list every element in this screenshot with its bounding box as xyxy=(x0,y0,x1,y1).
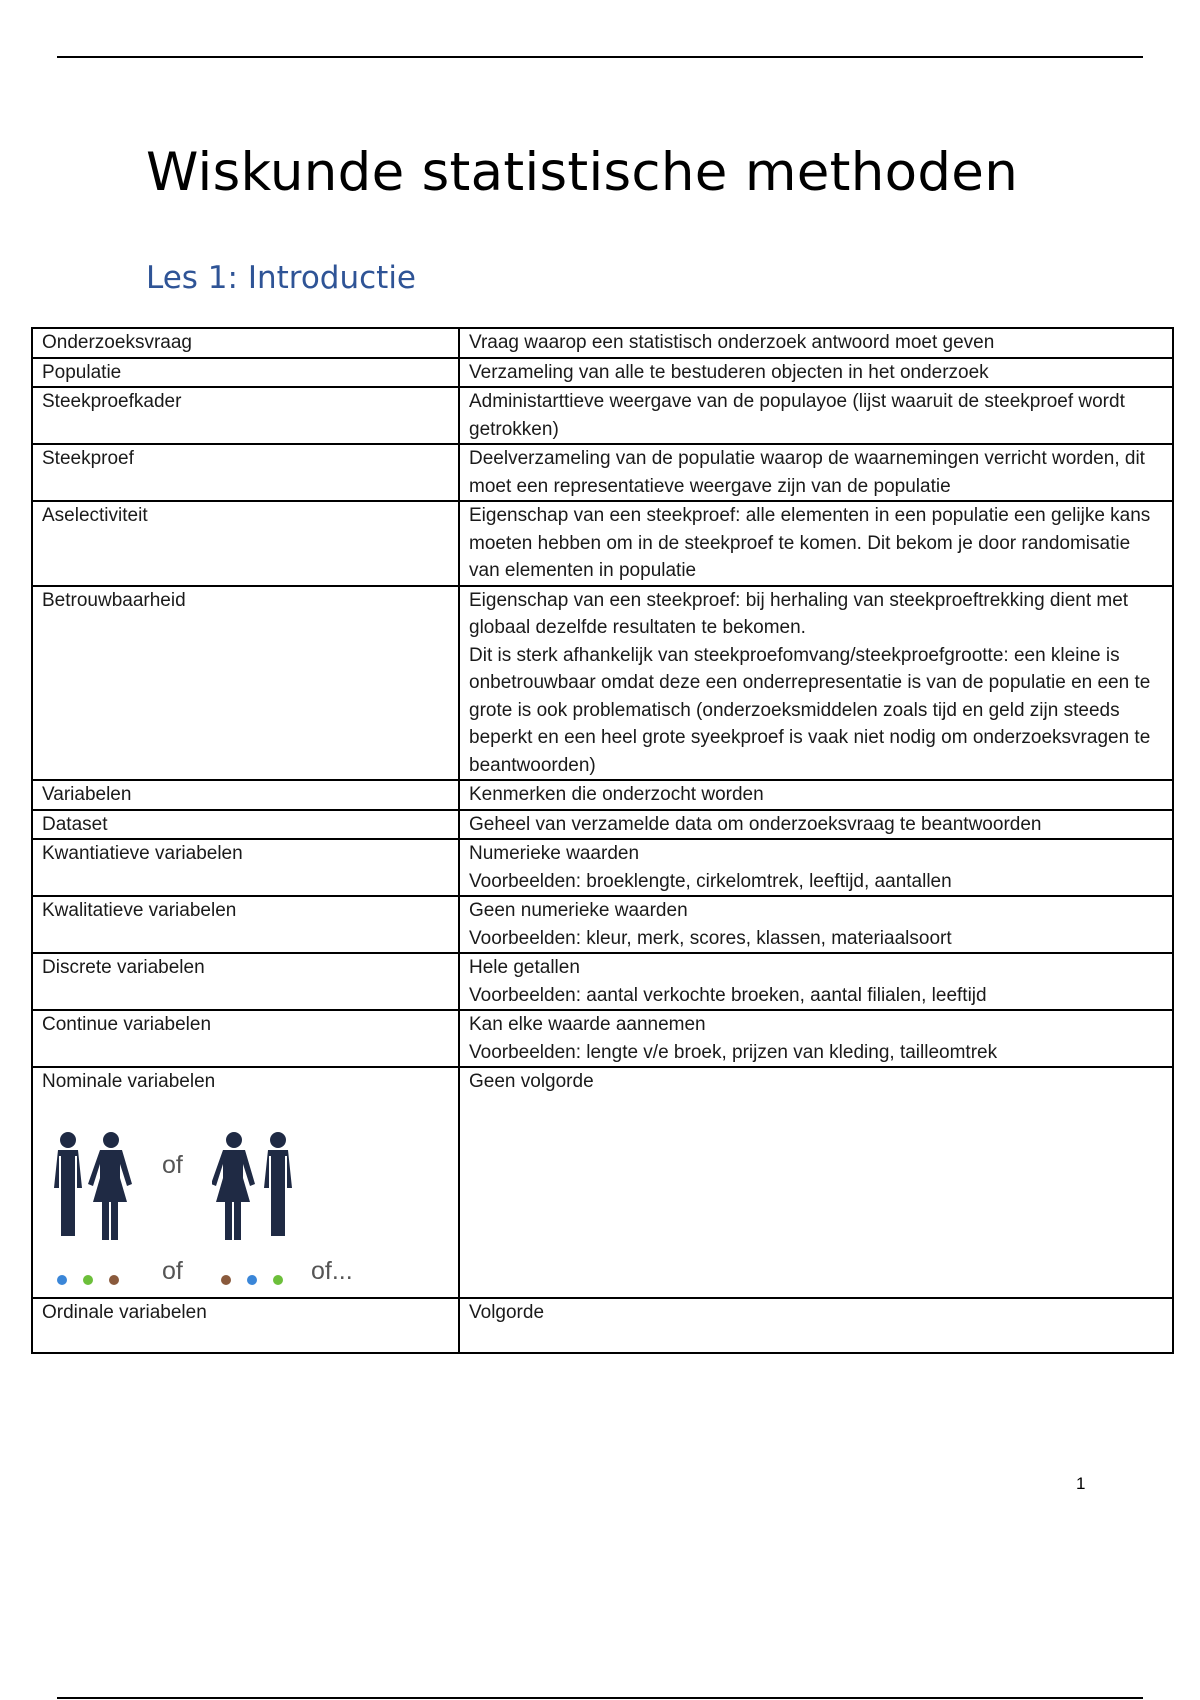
color-dots-icon xyxy=(56,1273,126,1287)
table-row xyxy=(32,1010,1173,1067)
or-ellipsis-label: of... xyxy=(311,1256,353,1285)
term-cell: Kwantiatieve variabelen xyxy=(32,839,459,896)
definition-cell: Verzameling van alle te bestuderen objecten in het onderzoek xyxy=(459,358,1173,388)
table-row xyxy=(32,780,1173,810)
term-cell: Continue variabelen xyxy=(32,1010,459,1067)
definitions-table xyxy=(31,327,1174,1354)
term-cell: Populatie xyxy=(32,358,459,388)
definition-cell: Hele getallen Voorbeelden: aantal verkochte broeken, aantal filialen, leeftijd xyxy=(459,953,1173,1010)
table-row xyxy=(32,586,1173,781)
table-row xyxy=(32,810,1173,840)
table-row xyxy=(32,953,1173,1010)
definition-cell: Administarttieve weergave van de populayoe (lijst waaruit de steekproef wordt getrokken) xyxy=(459,387,1173,444)
definition-cell: Eigenschap van een steekproef: bij herhaling van steekproeftrekking dient met globaal dezelfde resultaten te bekomen. Dit is sterk afhankelijk van steekproefomvang/steekproefgrootte: een kleine is onbetrouwbaar omdat deze een onderrepresentatie is van de populatie en een te grote is ook problematisch (onderzoeksmiddelen zoals tijd en geld zijn steeds beperkt en een heel grote syeekproef is vaak niet nodig om onderzoeksvragen te beantwoorden) xyxy=(459,586,1173,781)
definition-cell: Deelverzameling van de populatie waarop de waarnemingen verricht worden, dit moet een representatieve weergave zijn van de populatie xyxy=(459,444,1173,501)
definition-cell: Kenmerken die onderzocht worden xyxy=(459,780,1173,810)
definition-cell: Geheel van verzamelde data om onderzoeksvraag te beantwoorden xyxy=(459,810,1173,840)
term-cell: Ordinale variabelen xyxy=(32,1298,459,1353)
table-row xyxy=(32,1298,1173,1353)
table-row xyxy=(32,1067,1173,1298)
table-row xyxy=(32,387,1173,444)
table-row xyxy=(32,328,1173,358)
term-cell: Kwalitatieve variabelen xyxy=(32,896,459,953)
page-number: 1 xyxy=(1076,1474,1086,1493)
table-row xyxy=(32,444,1173,501)
term-cell: Aselectiviteit xyxy=(32,501,459,586)
or-label: of xyxy=(162,1256,183,1285)
table-row xyxy=(32,896,1173,953)
table-row xyxy=(32,501,1173,586)
term-cell: Betrouwbaarheid xyxy=(32,586,459,781)
definition-cell: Eigenschap van een steekproef: alle elementen in een populatie een gelijke kans moeten hebben om in de steekproef te komen. Dit bekom je door randomisatie van elementen in populatie xyxy=(459,501,1173,586)
or-label: of xyxy=(162,1150,183,1179)
definition-cell: Vraag waarop een statistisch onderzoek antwoord moet geven xyxy=(459,328,1173,358)
term-cell: Steekproefkader xyxy=(32,387,459,444)
definition-cell: Kan elke waarde aannemen Voorbeelden: lengte v/e broek, prijzen van kleding, tailleomtrek xyxy=(459,1010,1173,1067)
table-row xyxy=(32,358,1173,388)
term-cell: Discrete variabelen xyxy=(32,953,459,1010)
woman-man-icon xyxy=(212,1130,302,1240)
table-row xyxy=(32,839,1173,896)
footer-rule xyxy=(57,1697,1143,1699)
term-cell xyxy=(32,1067,459,1298)
term-cell: Steekproef xyxy=(32,444,459,501)
term-cell: Dataset xyxy=(32,810,459,840)
term-label: Nominale variabelen xyxy=(42,1071,216,1092)
section-heading: Les 1: Introductie xyxy=(146,260,417,296)
definition-cell: Geen numerieke waarden Voorbeelden: kleur, merk, scores, klassen, materiaalsoort xyxy=(459,896,1173,953)
document-title: Wiskunde statistische methoden xyxy=(146,142,1019,203)
color-dots-icon xyxy=(220,1273,290,1287)
definition-cell: Numerieke waarden Voorbeelden: broeklengte, cirkelomtrek, leeftijd, aantallen xyxy=(459,839,1173,896)
man-woman-icon xyxy=(48,1130,138,1240)
header-rule xyxy=(57,56,1143,58)
term-cell: Onderzoeksvraag xyxy=(32,328,459,358)
nominal-example-figure xyxy=(42,1096,449,1296)
term-cell: Variabelen xyxy=(32,780,459,810)
definition-cell: Geen volgorde xyxy=(459,1067,1173,1298)
definition-cell: Volgorde xyxy=(459,1298,1173,1353)
